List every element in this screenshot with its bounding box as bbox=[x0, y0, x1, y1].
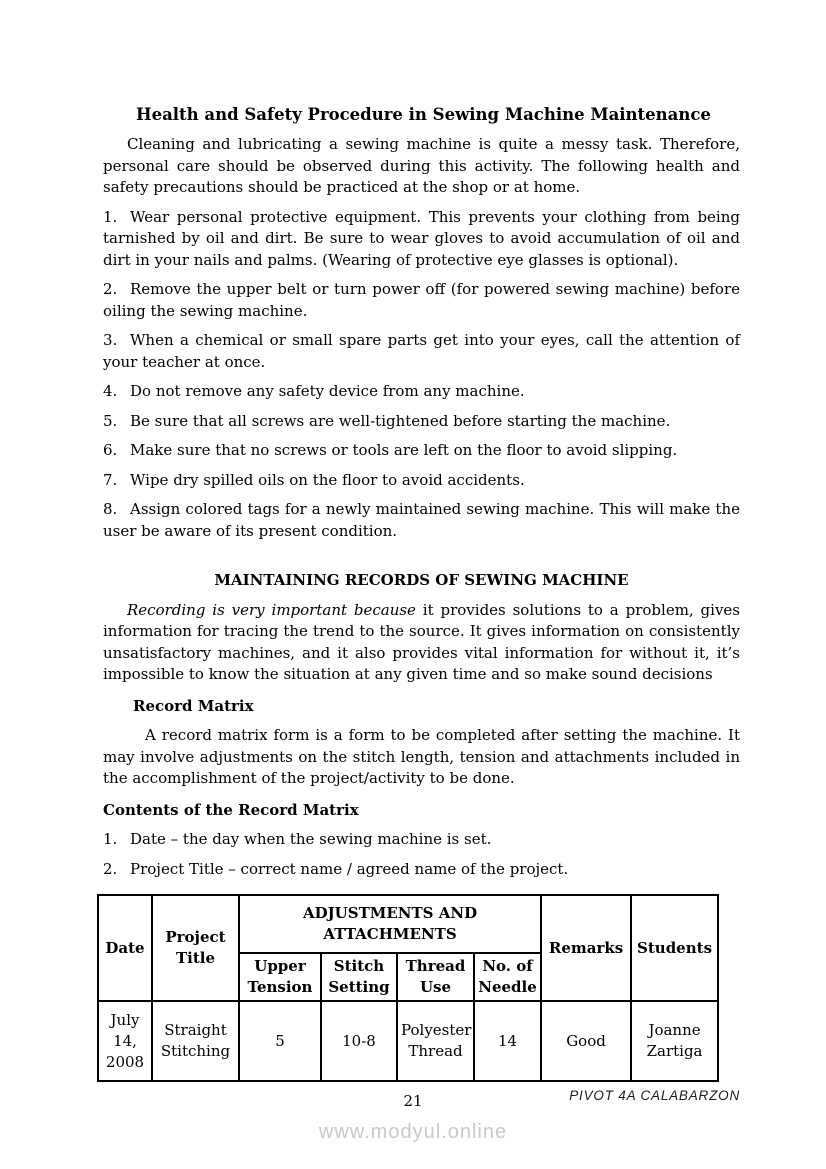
records-paragraph-italic-lead: Recording is very important because bbox=[127, 600, 416, 619]
item-number: 7. bbox=[103, 470, 118, 489]
cell-students: Joanne Zartiga bbox=[631, 1001, 718, 1081]
page-number: 21 bbox=[403, 1092, 423, 1110]
list-item bbox=[103, 330, 740, 373]
item-number: 2. bbox=[103, 859, 118, 878]
list-item bbox=[103, 207, 740, 272]
item-text: Do not remove any safety device from any machine. bbox=[130, 382, 525, 400]
item-number: 8. bbox=[103, 500, 118, 518]
item-text: Wipe dry spilled oils on the floor to avoid accidents. bbox=[130, 470, 525, 489]
list-item bbox=[103, 470, 740, 492]
watermark: www.modyul.online bbox=[318, 1121, 508, 1143]
header-upper-tension: Upper Tension bbox=[239, 953, 321, 1001]
list-item bbox=[103, 279, 740, 322]
list-item bbox=[103, 411, 740, 433]
item-text: Wear personal protective equipment. This prevents your clothing from being tarnished by oil and dirt. Be sure to wear gloves to avoid accumulation of oil and dirt in your nails and palms. (Wearing of protective eye glasses is optional). bbox=[103, 207, 740, 269]
brand-footer: PIVOT 4A CALABARZON bbox=[569, 1088, 740, 1103]
cell-no-of-needle: 14 bbox=[474, 1001, 541, 1081]
header-stitch-setting: Stitch Setting bbox=[321, 953, 397, 1001]
header-adjustments-and-attachments: ADJUSTMENTS AND ATTACHMENTS bbox=[239, 895, 541, 953]
list-item bbox=[103, 381, 740, 403]
contents-heading: Contents of the Record Matrix bbox=[103, 800, 359, 819]
item-number: 5. bbox=[103, 411, 118, 430]
item-number: 1. bbox=[103, 207, 118, 226]
list-item bbox=[103, 859, 740, 881]
record-matrix-heading: Record Matrix bbox=[133, 696, 254, 715]
header-project-title: Project Title bbox=[152, 895, 239, 1001]
item-text: Assign colored tags for a newly maintained sewing machine. This will make the user be aware of its present condition. bbox=[103, 500, 740, 540]
item-number: 3. bbox=[103, 331, 118, 349]
main-title: Health and Safety Procedure in Sewing Machine Maintenance bbox=[136, 105, 711, 124]
header-no-of-needle: No. of Needle bbox=[474, 953, 541, 1001]
item-text: Make sure that no screws or tools are left on the floor to avoid slipping. bbox=[130, 441, 678, 459]
cell-date: July 14, 2008 bbox=[98, 1001, 152, 1081]
safety-list bbox=[103, 207, 740, 543]
records-paragraph bbox=[103, 600, 740, 686]
contents-list bbox=[103, 829, 740, 880]
item-number: 4. bbox=[103, 382, 118, 400]
page-content bbox=[103, 0, 740, 1107]
table-row bbox=[98, 1001, 718, 1081]
cell-remarks: Good bbox=[541, 1001, 631, 1081]
cell-upper-tension: 5 bbox=[239, 1001, 321, 1081]
item-text: Remove the upper belt or turn power off (for powered sewing machine) before oiling the sewing machine. bbox=[103, 280, 740, 320]
cell-thread-use: Polyester Thread bbox=[397, 1001, 474, 1081]
item-number: 2. bbox=[103, 280, 118, 298]
records-paragraph-rest: it provides solutions to a problem, gives information for tracing the trend to the source. It gives information on consistently unsatisfactory machines, and it also provides vital information for without it, it’s impossible to know the situation at any given time and so make sound decisions bbox=[103, 600, 740, 683]
item-text: Project Title – correct name / agreed name of the project. bbox=[130, 859, 569, 878]
header-thread-use: Thread Use bbox=[397, 953, 474, 1001]
list-item bbox=[103, 499, 740, 542]
section-heading-maintaining-records: MAINTAINING RECORDS OF SEWING MACHINE bbox=[214, 571, 629, 589]
cell-stitch-setting: 10-8 bbox=[321, 1001, 397, 1081]
item-number: 1. bbox=[103, 830, 118, 848]
intro-paragraph: Cleaning and lubricating a sewing machine is quite a messy task. Therefore, personal care should be observed during this activity. The following health and safety precautions should be practiced at the shop or at home. bbox=[103, 135, 740, 196]
header-date: Date bbox=[98, 895, 152, 1001]
header-remarks: Remarks bbox=[541, 895, 631, 1001]
item-text: When a chemical or small spare parts get into your eyes, call the attention of your teacher at once. bbox=[103, 331, 740, 371]
list-item bbox=[103, 440, 740, 462]
list-item bbox=[103, 829, 740, 851]
item-text: Be sure that all screws are well-tightened before starting the machine. bbox=[130, 411, 671, 430]
item-number: 6. bbox=[103, 441, 118, 459]
item-text: Date – the day when the sewing machine is set. bbox=[130, 830, 492, 848]
cell-project-title: Straight Stitching bbox=[152, 1001, 239, 1081]
header-students: Students bbox=[631, 895, 718, 1001]
record-matrix-paragraph: A record matrix form is a form to be completed after setting the machine. It may involve adjustments on the stitch length, tension and attachments included in the accomplishment of the project/activity to be done. bbox=[103, 726, 740, 787]
record-matrix-table bbox=[97, 894, 719, 1082]
